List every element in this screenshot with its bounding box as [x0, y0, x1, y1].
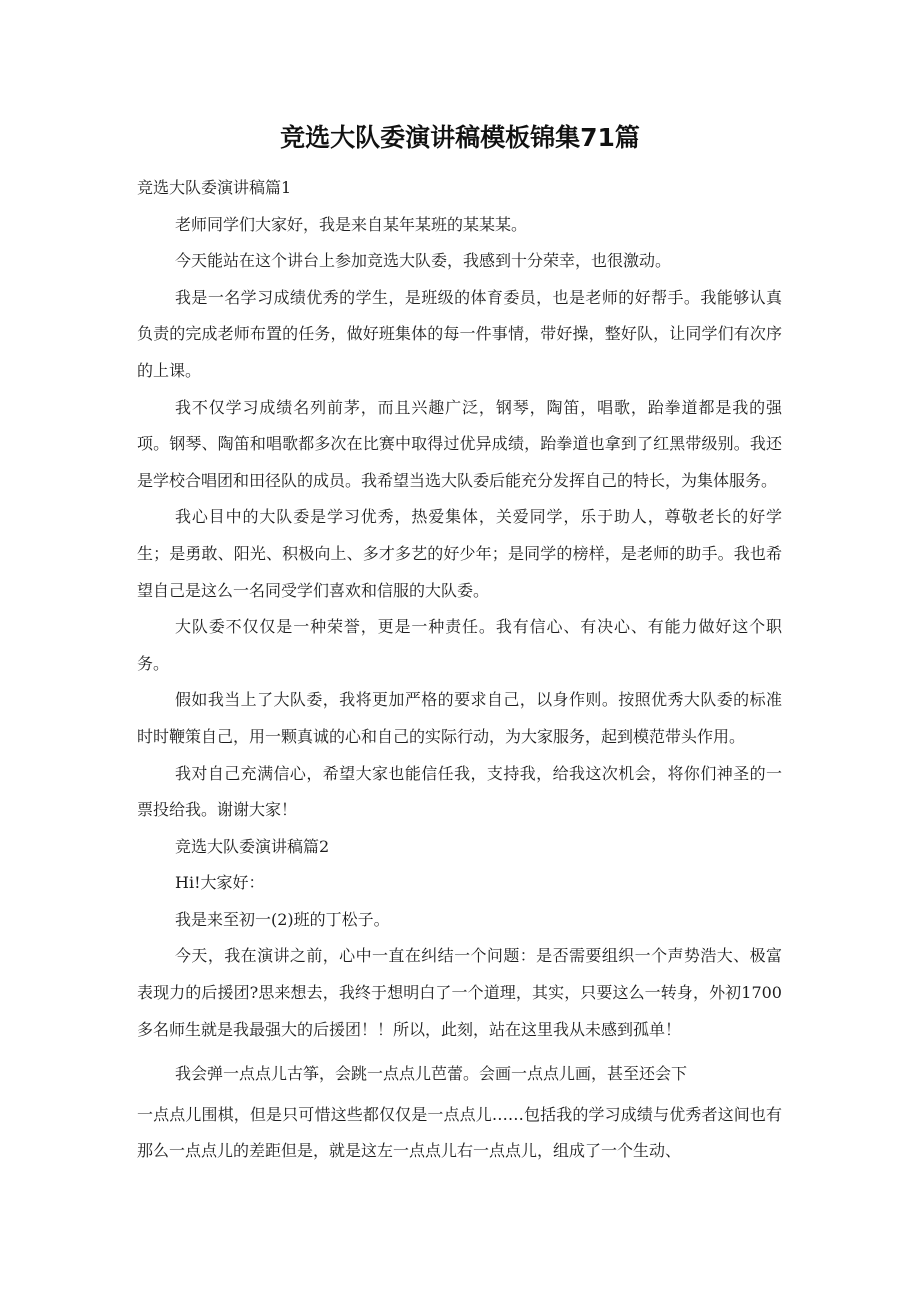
section-heading-1: 竞选大队委演讲稿篇1 [137, 178, 292, 197]
section-heading-2: 竞选大队委演讲稿篇2 [175, 836, 330, 856]
paragraph: 我心目中的大队委是学习优秀，热爱集体，关爱同学，乐于助人，尊敬老长的好学生；是勇敢、阳光、积极向上、多才多艺的好少年；是同学的榜样，是老师的助手。我也希望自己是这么一名同受学们喜欢和信服的大队委。 [137, 507, 782, 600]
paragraph: 今天，我在演讲之前，心中一直在纠结一个问题：是否需要组织一个声势浩大、极富表现力的后援团?思来想去，我终于想明白了一个道理，其实，只要这么一转身，外初1700多名师生就是我最强大的后援团！！所以，此刻，站在这里我从未感到孤单！ [137, 946, 782, 1039]
paragraph: 我是来至初一(2)班的丁松子。 [175, 909, 390, 929]
paragraph: 我是一名学习成绩优秀的学生，是班级的体育委员，也是老师的好帮手。我能够认真负责的完成老师布置的任务，做好班集体的每一件事情，带好操，整好队，让同学们有次序的上课。 [137, 287, 782, 380]
paragraph: 假如我当上了大队委，我将更加严格的要求自己，以身作则。按照优秀大队委的标准时时鞭策自己，用一颗真诚的心和自己的实际行动，为大家服务，起到模范带头作用。 [137, 690, 782, 746]
paragraph: 我会弹一点点儿古筝，会跳一点点儿芭蕾。会画一点点儿画，甚至还会下 [175, 1064, 688, 1084]
paragraph: 大队委不仅仅是一种荣誉，更是一种责任。我有信心、有决心、有能力做好这个职务。 [137, 617, 782, 673]
paragraph: 我对自己充满信心，希望大家也能信任我，支持我，给我这次机会，将你们神圣的一票投给我。谢谢大家！ [137, 763, 782, 820]
paragraph: Hi!大家好： [175, 873, 265, 893]
document-title: 竞选大队委演讲稿模板锦集71篇 [280, 123, 640, 152]
document-body [137, 170, 782, 1170]
paragraph: 我不仅学习成绩名列前茅，而且兴趣广泛，钢琴，陶笛，唱歌，跆拳道都是我的强项。钢琴、陶笛和唱歌都多次在比赛中取得过优异成绩，跆拳道也拿到了红黑带级别。我还是学校合唱团和田径队的成员。我希望当选大队委后能充分发挥自己的特长，为集体服务。 [137, 397, 782, 490]
paragraph: 老师同学们大家好，我是来自某年某班的某某某。 [175, 214, 528, 234]
paragraph-continuation: 一点点儿围棋，但是只可惜这些都仅仅是一点点儿……包括我的学习成绩与优秀者这间也有那么一点点儿的差距但是，就是这左一点点儿右一点点儿，组成了一个生动、 [137, 1104, 782, 1161]
paragraph: 今天能站在这个讲台上参加竞选大队委，我感到十分荣幸，也很激动。 [175, 251, 672, 271]
